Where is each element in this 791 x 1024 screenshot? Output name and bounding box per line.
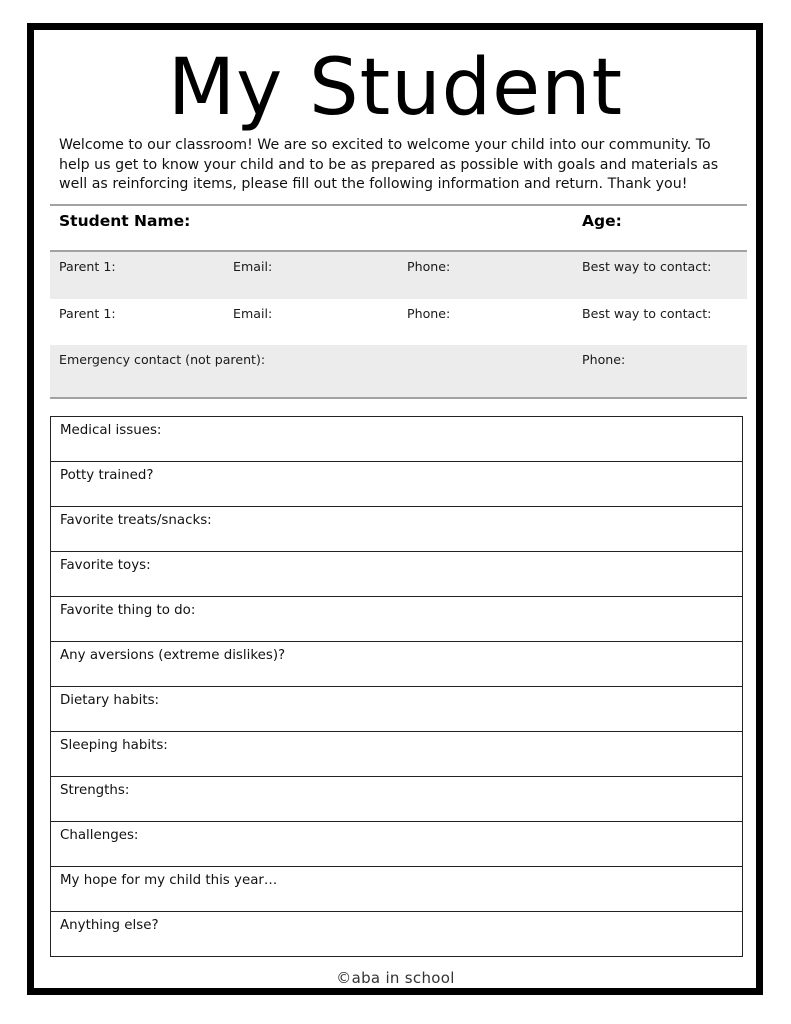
question-label: Favorite thing to do: xyxy=(60,603,196,618)
emergency-phone-field[interactable]: Phone: xyxy=(582,352,626,367)
question-row[interactable] xyxy=(51,597,742,642)
parent-contact-method-field[interactable]: Best way to contact: xyxy=(582,259,712,274)
question-row[interactable] xyxy=(51,822,742,867)
question-row[interactable] xyxy=(51,687,742,732)
parent-name-field[interactable]: Parent 1: xyxy=(59,306,116,321)
parent-contact-method-field[interactable]: Best way to contact: xyxy=(582,306,712,321)
emergency-contact-field[interactable]: Emergency contact (not parent): xyxy=(59,352,266,367)
student-name-row xyxy=(50,206,747,252)
page-title: My Student xyxy=(167,43,624,133)
question-label: Dietary habits: xyxy=(60,693,160,708)
parent-row-2 xyxy=(50,299,747,345)
question-row[interactable] xyxy=(51,867,742,912)
parent-name-field[interactable]: Parent 1: xyxy=(59,259,116,274)
intro-paragraph: Welcome to our classroom! We are so excited to welcome your child into our community. To help us get to know your child and to be as prepared as possible with goals and materials as well as reinforcing items, please fill out the following information and return. Thank you! xyxy=(59,137,719,192)
student-name-field[interactable]: Student Name: xyxy=(59,212,191,230)
copyright-footer: ©aba in school xyxy=(336,969,455,987)
question-label: Sleeping habits: xyxy=(60,738,168,753)
parent-row-1 xyxy=(50,252,747,299)
parent-phone-field[interactable]: Phone: xyxy=(407,306,451,321)
question-row[interactable] xyxy=(51,417,742,462)
emergency-contact-row xyxy=(50,345,747,397)
question-label: Strengths: xyxy=(60,783,130,798)
question-row[interactable] xyxy=(51,732,742,777)
question-row[interactable] xyxy=(51,552,742,597)
question-row[interactable] xyxy=(51,507,742,552)
question-label: Favorite treats/snacks: xyxy=(60,513,212,528)
question-row[interactable] xyxy=(51,462,742,507)
question-row[interactable] xyxy=(51,777,742,822)
question-label: My hope for my child this year… xyxy=(60,873,278,888)
question-label: Any aversions (extreme dislikes)? xyxy=(60,648,286,663)
question-label: Anything else? xyxy=(60,918,159,933)
questions-table xyxy=(50,416,743,957)
question-label: Challenges: xyxy=(60,828,139,843)
parent-email-field[interactable]: Email: xyxy=(233,306,273,321)
age-field[interactable]: Age: xyxy=(582,212,622,230)
parent-email-field[interactable]: Email: xyxy=(233,259,273,274)
question-row[interactable] xyxy=(51,912,742,957)
question-label: Favorite toys: xyxy=(60,558,151,573)
question-label: Medical issues: xyxy=(60,423,162,438)
question-label: Potty trained? xyxy=(60,468,154,483)
question-row[interactable] xyxy=(51,642,742,687)
student-info-table xyxy=(50,204,747,399)
parent-phone-field[interactable]: Phone: xyxy=(407,259,451,274)
